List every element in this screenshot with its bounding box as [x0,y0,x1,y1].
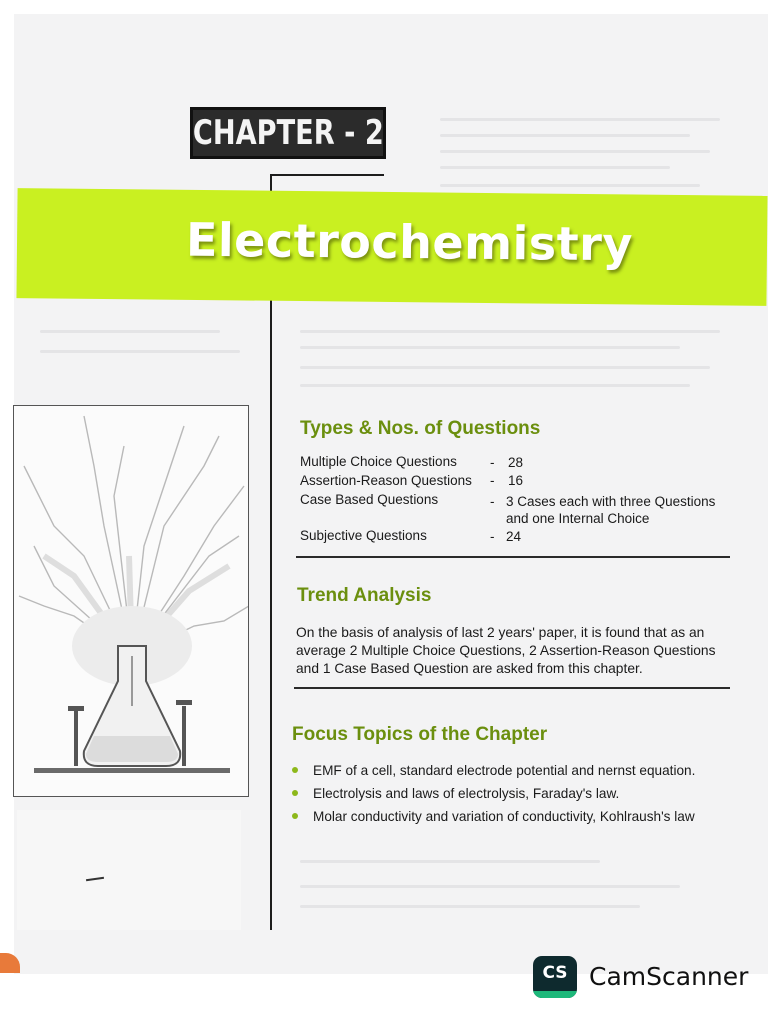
electrochemistry-illustration [13,405,249,797]
camscanner-logo-stripe [533,991,577,998]
bullet-icon [292,767,298,773]
chapter-connector-horizontal [270,174,384,176]
chapter-label: CHAPTER - 2 [192,113,384,153]
chapter-badge [190,107,386,159]
row-subjective-value: 24 [506,529,522,544]
focus-item: Molar conductivity and variation of conductivity, Kohlraush's law [313,809,695,824]
trend-line: and 1 Case Based Question are asked from this chapter. [296,661,643,676]
bullet-icon [292,790,298,796]
row-mcq-label: Multiple Choice Questions [300,454,457,469]
focus-item: Electrolysis and laws of electrolysis, Faraday's law. [313,786,620,801]
flask-lightning-image [14,406,249,797]
trend-paragraph [296,624,736,678]
camscanner-logo [533,956,577,998]
row-ar-value: 16 [508,473,524,488]
row-subjective-label: Subjective Questions [300,528,427,543]
divider [294,687,730,689]
row-mcq-dash: - [490,455,495,470]
row-case-dash: - [490,494,495,509]
row-case-value-cont: and one Internal Choice [506,511,650,526]
row-mcq-value: 28 [508,455,524,470]
divider [296,556,730,558]
trend-heading: Trend Analysis [297,585,432,606]
trend-line: On the basis of analysis of last 2 years' paper, it is found that as an [296,625,705,640]
row-case-value: 3 Cases each with three Questions [506,494,716,509]
camscanner-logo-text: CS [542,963,568,983]
row-ar-dash: - [490,473,495,488]
camscanner-name: CamScanner [589,962,749,991]
focus-item: EMF of a cell, standard electrode potential and nernst equation. [313,763,696,778]
row-ar-label: Assertion-Reason Questions [300,473,472,488]
chapter-title: Electrochemistry [185,212,634,272]
bullet-icon [292,813,298,819]
row-subjective-dash: - [490,529,495,544]
trend-line: average 2 Multiple Choice Questions, 2 Assertion-Reason Questions [296,643,716,658]
types-heading: Types & Nos. of Questions [300,418,541,439]
illustration-lower-panel [17,810,241,930]
focus-heading: Focus Topics of the Chapter [292,724,548,745]
row-case-label: Case Based Questions [300,492,439,507]
